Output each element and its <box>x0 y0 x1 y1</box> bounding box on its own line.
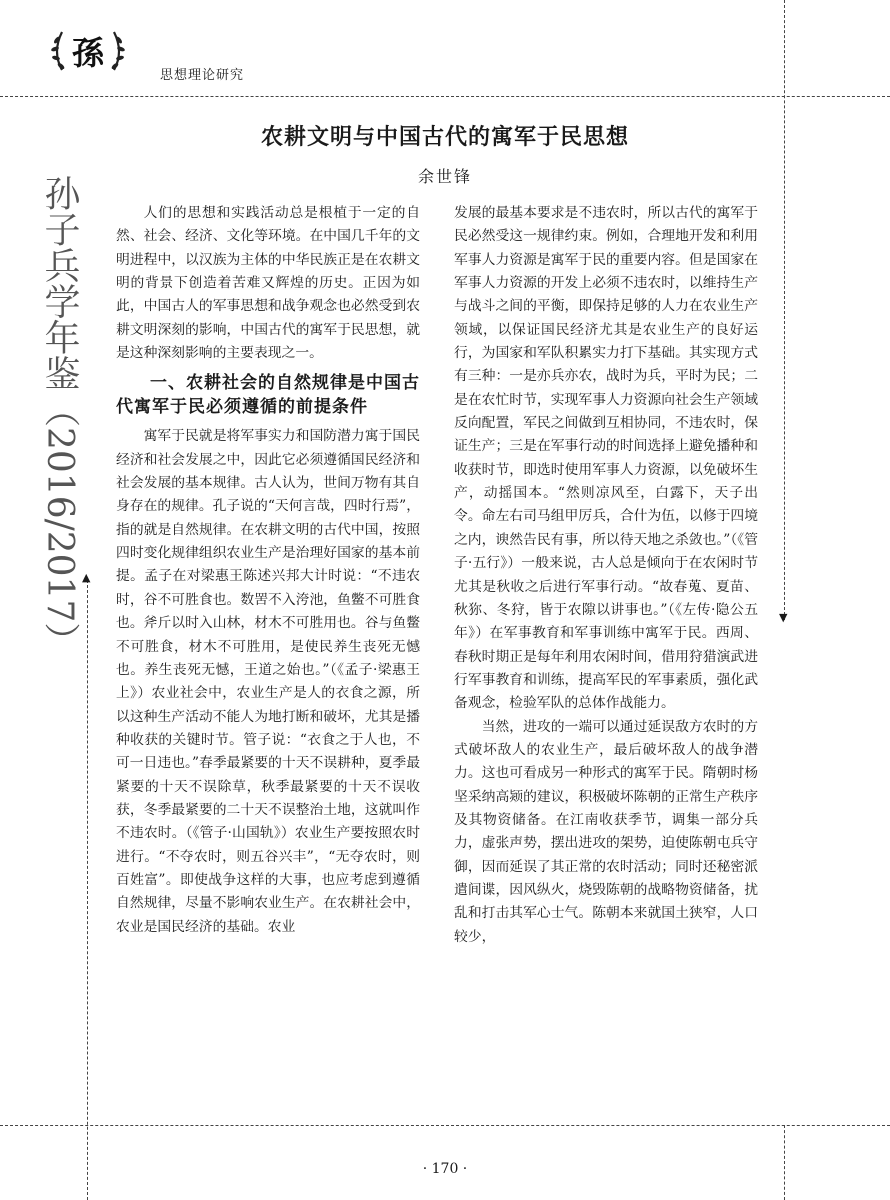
article-title: 农耕文明与中国古代的寓军于民思想 <box>260 125 629 150</box>
logo-character: 孫 <box>71 34 105 72</box>
yearbook-vertical-title: 孙子兵学年鉴（2016/2017） <box>39 175 80 659</box>
paragraph: 当然，进攻的一端可以通过延误敌方农时的方式破坏敌人的农业生产，最后破坏敌人的战争潜力。这也可看成另一种形式的寓军于民。隋朝时杨坚采纳高颎的建议，积极破坏陈朝的正常生产秩序及其物资储备。在江南收获季节，调集一部分兵力，虚张声势，摆出进攻的架势，迫使陈朝屯兵守御，因而延误了其正常的农时活动；同时还秘密派遣间谍，因风纵火，烧毁陈朝的战略物资储备，扰乱和打击其军心士气。陈朝本来就国土狭窄，人口较少， <box>454 718 758 945</box>
section-header: 思想理论研究 <box>160 68 245 83</box>
journal-logo <box>48 18 128 80</box>
down-arrow-icon: ▼ <box>779 611 788 624</box>
right-trim-line <box>784 0 785 620</box>
bottom-trim-line <box>0 1125 890 1126</box>
laurel-wreath-emblem-icon <box>48 18 128 80</box>
paragraph: 寓军于民就是将军事实力和国防潜力寓于国民经济和社会发展之中，因此它必须遵循国民经济和社会发展的基本规律。古人认为，世间万物有其自身存在的规律。孔子说的“天何言哉，四时行焉”，指的就是自然规律。在农耕文明的古代中国，按照四时变化规律组织农业生产是治理好国家的基本前提。孟子在对梁惠王陈述兴邦大计时说：“不违农时，谷不可胜食也。数罟不入洿池，鱼鳖不可胜食也。斧斤以时入山林，材木不可胜用也。谷与鱼鳖不可胜食，材木不可胜用，是使民养生丧死无憾也。养生丧死无憾，王道之始也。”（《孟子·梁惠王上》）农业社会中，农业生产是人的衣食之源，所以这种生产活动不能人为地打断和破坏，尤其是播种收获的关键时节。管子说：“衣食之于人也，不可一日违也。”春季最紧要的十天不误耕种，夏季最紧要的十天不误除草，秋季最紧要的十天不误收获，冬季最紧要的二十天不误整治土地，这就叫作不违农时。（《管子·山国轨》）农业生产要按照农时进行。“不夺农时，则五谷兴丰”，“无夺农时，则百姓富”。即使战争这样的大事，也应考虑到遵循自然规律，尽量不影响农业生产。在农耕社会中，农业是国民经济的基础。农业 <box>116 428 420 935</box>
page-number: · 170 · <box>422 1161 468 1177</box>
left-trim-line <box>87 580 88 1200</box>
up-arrow-icon: ▲ <box>82 571 91 584</box>
article-author: 余世锋 <box>417 167 472 186</box>
paragraph: 人们的思想和实践活动总是根植于一定的自然、社会、经济、文化等环境。在中国几千年的文明进程中，以汉族为主体的中华民族正是在农耕文明的背景下创造着苦难又辉煌的历史。正因为如此，中国古人的军事思想和战争观念也必然受到农耕文明深刻的影响，中国古代的寓军于民思想，就是这种深刻影响的主要表现之一。 <box>116 205 420 362</box>
left-text-column <box>116 202 420 939</box>
right-text-column <box>454 202 758 949</box>
section-heading: 一、农耕社会的自然规律是中国古代寓军于民必须遵循的前提条件 <box>116 373 420 418</box>
paragraph: 发展的最基本要求是不违农时，所以古代的寓军于民必然受这一规律约束。例如，合理地开发和利用军事人力资源是寓军于民的重要内容。但是国家在军事人力资源的开发上必须不违农时，以维持生产与战斗之间的平衡，即保持足够的人力在农业生产领域，以保证国民经济尤其是农业生产的良好运行，为国家和军队积累实力打下基础。其实现方式有三种：一是亦兵亦农，战时为兵，平时为民；二是在农忙时节，实现军事人力资源向社会生产领域反向配置，军民之间做到互相协同，不违农时，保证生产；三是在军事行动的时间选择上避免播种和收获时节，即选时使用军事人力资源，以免破坏生产，动摇国本。“然则凉风至，白露下，天子出令。命左右司马组甲厉兵，合什为伍，以修于四境之内，谀然告民有事，所以待天地之杀敛也。”（《管子·五行》）一般来说，古人总是倾向于在农闲时节尤其是秋收之后进行军事行动。“故春蒐、夏苗、秋狝、冬狩，皆于农隙以讲事也。”（《左传·隐公五年》）在军事教育和军事训练中寓军于民。西周、春秋时期正是每年利用农闲时间，借用狩猎演武进行军事教育和训练，提高军民的军事素质，强化武备观念，检验军队的总体作战能力。 <box>454 205 758 712</box>
top-trim-line <box>0 96 890 97</box>
